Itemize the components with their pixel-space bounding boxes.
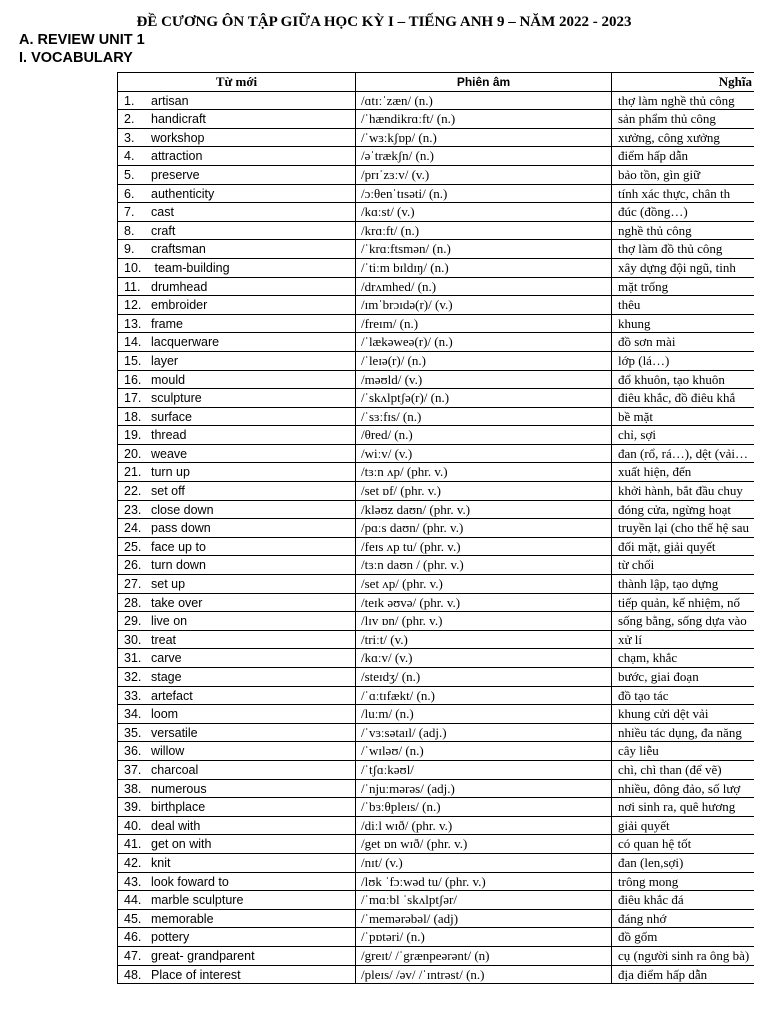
meaning-cell: xuất hiện, đến [612,463,754,482]
table-row [118,538,754,557]
word-cell [118,854,356,873]
pronunciation-cell: /ɔːθenˈtɪsəti/ (n.) [356,185,612,204]
meaning-cell: xây dựng đội ngũ, tinh [612,259,754,278]
word-text: look foward to [151,874,229,889]
word-text: pass down [151,521,211,536]
meaning-cell: nơi sinh ra, quê hương [612,798,754,817]
word-text: live on [151,614,188,629]
meaning-cell: nghề thủ công [612,222,754,241]
word-text: handicraft [151,112,206,127]
row-number: 48. [124,967,142,982]
meaning-cell: trông mong [612,873,754,892]
row-number: 47. [124,948,142,963]
word-cell [118,966,356,985]
row-number: 38. [124,781,142,796]
word-cell [118,408,356,427]
meaning-cell: đồ tạo tác [612,687,754,706]
word-cell [118,780,356,799]
pronunciation-cell: /ˈwɜːkʃɒp/ (n.) [356,129,612,148]
pronunciation-cell: /steɪdʒ/ (n.) [356,668,612,687]
word-text: loom [151,707,179,722]
table-row [118,352,754,371]
word-cell [118,278,356,297]
table-row [118,259,754,278]
table-row [118,296,754,315]
meaning-cell: điêu khắc đá [612,891,754,910]
meaning-cell: địa điểm hấp dẫn [612,966,754,985]
row-number: 5. [124,167,135,182]
row-number: 14. [124,335,142,350]
table-row [118,891,754,910]
table-row [118,129,754,148]
word-text: knit [151,855,171,870]
table-row [118,333,754,352]
table-row [118,798,754,817]
pronunciation-cell: /luːm/ (n.) [356,705,612,724]
word-cell [118,742,356,761]
pronunciation-cell: /ˈpɒtəri/ (n.) [356,928,612,947]
row-number: 40. [124,818,142,833]
table-row [118,947,754,966]
meaning-cell: thành lập, tạo dựng [612,575,754,594]
row-number: 31. [124,651,142,666]
word-cell [118,296,356,315]
word-cell [118,166,356,185]
table-row [118,371,754,390]
row-number: 45. [124,911,142,926]
word-text: versatile [151,725,198,740]
table-row [118,966,754,985]
word-text: deal with [151,818,201,833]
pronunciation-cell: /ˈvɜːsətaɪl/ (adj.) [356,724,612,743]
word-cell [118,631,356,650]
meaning-cell: đối mặt, giải quyết [612,538,754,557]
pronunciation-cell: /ˈskʌlptʃə(r)/ (n.) [356,389,612,408]
meaning-cell: đan (rổ, rá…), dệt (vải… [612,445,754,464]
table-row [118,222,754,241]
table-row [118,315,754,334]
word-cell [118,891,356,910]
word-cell [118,445,356,464]
meaning-cell: đúc (đồng…) [612,203,754,222]
word-cell [118,222,356,241]
pronunciation-cell: /pɑːs daʊn/ (phr. v.) [356,519,612,538]
word-cell [118,371,356,390]
row-number: 23. [124,502,142,517]
row-number: 41. [124,837,142,852]
word-text: craftsman [151,242,206,257]
row-number: 11. [124,279,141,294]
pronunciation-cell: /kləʊz daʊn/ (phr. v.) [356,501,612,520]
table-row [118,612,754,631]
word-cell [118,259,356,278]
row-number: 18. [124,409,142,424]
word-cell [118,519,356,538]
pronunciation-cell: /ˈtʃɑːkəʊl/ [356,761,612,780]
table-row [118,501,754,520]
word-text: pottery [151,930,190,945]
word-text: weave [151,446,188,461]
row-number: 34. [124,707,142,722]
table-row [118,705,754,724]
meaning-cell: truyền lại (cho thế hệ sau [612,519,754,538]
table-row [118,92,754,111]
word-text: preserve [151,167,200,182]
word-text: take over [151,595,203,610]
word-text: stage [151,670,182,684]
vocabulary-table [117,72,754,984]
meaning-cell: có quan hệ tốt [612,835,754,854]
word-cell [118,705,356,724]
word-text: attraction [151,149,203,164]
table-row [118,556,754,575]
pronunciation-cell: /kɑːst/ (v.) [356,203,612,222]
table-row [118,147,754,166]
meaning-cell: thợ làm đồ thủ công [612,240,754,259]
row-number: 44. [124,893,142,908]
word-cell [118,556,356,575]
pronunciation-cell: /tɜːn daʊn / (phr. v.) [356,556,612,575]
word-cell [118,147,356,166]
meaning-cell: bước, giai đoạn [612,668,754,687]
word-text: turn down [151,558,206,573]
table-row [118,519,754,538]
pronunciation-cell: /get ɒn wɪð/ (phr. v.) [356,835,612,854]
pronunciation-cell: /məʊld/ (v.) [356,371,612,390]
word-cell [118,668,356,687]
table-row [118,594,754,613]
meaning-cell: giải quyết [612,817,754,836]
row-number: 33. [124,688,142,703]
word-text: charcoal [151,762,199,777]
row-number: 6. [124,186,135,201]
word-text: marble sculpture [151,893,244,908]
word-text: cast [151,205,174,220]
word-cell [118,352,356,371]
pronunciation-cell: /ˈlækəweə(r)/ (n.) [356,333,612,352]
table-row [118,631,754,650]
row-number: 16. [124,372,142,387]
row-number: 27. [124,577,142,592]
word-cell [118,185,356,204]
table-row [118,780,754,799]
meaning-cell: xử lí [612,631,754,650]
pronunciation-cell: /ˈleɪə(r)/ (n.) [356,352,612,371]
pronunciation-cell: /ɑtɪːˈzæn/ (n.) [356,92,612,111]
word-text: great- grandparent [151,948,255,963]
table-header-row [118,73,754,92]
document-title: ĐỀ CƯƠNG ÔN TẬP GIỮA HỌC KỲ I – TIẾNG ANH 9 – NĂM 2022 - 2023 [136,14,632,30]
pronunciation-cell: /θred/ (n.) [356,426,612,445]
word-cell [118,240,356,259]
meaning-cell: thêu [612,296,754,315]
pronunciation-cell: /krɑːft/ (n.) [356,222,612,241]
pronunciation-cell: /ˈkrɑːftsmən/ (n.) [356,240,612,259]
meaning-cell: bề mặt [612,408,754,427]
word-text: lacquerware [151,335,220,350]
word-text: workshop [151,130,205,145]
word-cell [118,612,356,631]
table-row [118,426,754,445]
pronunciation-cell: /ˈmɑːbl ˈskʌlptʃər/ [356,891,612,910]
word-cell [118,315,356,334]
meaning-cell: nhiều, đông đảo, số lượ [612,780,754,799]
table-row [118,742,754,761]
pronunciation-cell: /set ɒf/ (phr. v.) [356,482,612,501]
table-row [118,928,754,947]
word-cell [118,482,356,501]
word-cell [118,92,356,111]
meaning-cell: xưởng, công xưởng [612,129,754,148]
word-cell [118,835,356,854]
header-meaning: Nghĩa [612,73,754,92]
pronunciation-cell: /prɪˈzɜːv/ (v.) [356,166,612,185]
table-row [118,240,754,259]
pronunciation-cell: /ˈwɪləʊ/ (n.) [356,742,612,761]
meaning-cell: từ chối [612,556,754,575]
row-number: 22. [124,484,142,499]
row-number: 46. [124,930,142,945]
word-text: set off [151,484,185,499]
word-text: authenticity [151,186,215,201]
meaning-cell: tiếp quản, kế nhiệm, nố [612,594,754,613]
header-pronunciation: Phiên âm [356,73,612,92]
row-number: 25. [124,539,142,554]
meaning-cell: thợ làm nghề thủ công [612,92,754,111]
word-cell [118,649,356,668]
word-text: artisan [151,93,189,108]
meaning-cell: chì, chì than (để vẽ) [612,761,754,780]
word-text: Place of interest [151,967,241,982]
row-number: 37. [124,762,142,777]
word-cell [118,575,356,594]
pronunciation-cell: /lɪv ɒn/ (phr. v.) [356,612,612,631]
row-number: 36. [124,744,142,759]
meaning-cell: sản phẩm thủ công [612,110,754,129]
row-number: 43. [124,874,142,889]
word-text: carve [151,651,182,666]
row-number: 35. [124,725,142,740]
word-text: embroider [151,298,208,313]
row-number: 12. [124,298,142,313]
word-text: frame [151,316,183,331]
word-cell [118,203,356,222]
pronunciation-cell: /wiːv/ (v.) [356,445,612,464]
row-number: 15. [124,353,142,368]
row-number: 26. [124,558,142,573]
row-number: 3. [124,130,135,145]
word-cell [118,110,356,129]
word-text: craft [151,223,176,238]
table-row [118,854,754,873]
row-number: 24. [124,521,142,536]
meaning-cell: khởi hành, bắt đầu chuy [612,482,754,501]
table-row [118,185,754,204]
pronunciation-cell: /ˈɑːtɪfækt/ (n.) [356,687,612,706]
table-row [118,575,754,594]
row-number: 4. [124,149,135,164]
word-cell [118,761,356,780]
word-cell [118,538,356,557]
meaning-cell: chạm, khắc [612,649,754,668]
meaning-cell: tính xác thực, chân th [612,185,754,204]
meaning-cell: đồ sơn mài [612,333,754,352]
row-number: 13. [124,316,142,331]
section-heading-review-unit: A. REVIEW UNIT 1 [19,32,145,48]
word-cell [118,928,356,947]
row-number: 8. [124,223,135,238]
word-cell [118,463,356,482]
pronunciation-cell: /ˈnjuːmərəs/ (adj.) [356,780,612,799]
meaning-cell: đóng cửa, ngừng hoạt [612,501,754,520]
table-row [118,482,754,501]
pronunciation-cell: /ˈbɜːθpleɪs/ (n.) [356,798,612,817]
word-cell [118,947,356,966]
row-number: 7. [124,205,135,220]
word-text: sculpture [151,391,202,406]
word-cell [118,594,356,613]
word-text: face up to [151,539,206,554]
meaning-cell: chỉ, sợi [612,426,754,445]
word-cell [118,333,356,352]
pronunciation-cell: /triːt/ (v.) [356,631,612,650]
table-row [118,463,754,482]
table-row [118,668,754,687]
meaning-cell: đồ gốm [612,928,754,947]
row-number: 2. [124,112,135,127]
pronunciation-cell: /ˈtiːm bɪldɪŋ/ (n.) [356,259,612,278]
word-cell [118,817,356,836]
meaning-cell: điểm hấp dẫn [612,147,754,166]
table-row [118,910,754,929]
meaning-cell: mặt trống [612,278,754,297]
word-text: birthplace [151,800,206,815]
row-number: 10. [124,260,142,275]
pronunciation-cell: /ˈsɜːfɪs/ (n.) [356,408,612,427]
table-row [118,761,754,780]
meaning-cell: khung cửi dệt vải [612,705,754,724]
pronunciation-cell: /teɪk əʊvə/ (phr. v.) [356,594,612,613]
pronunciation-cell: /ɪmˈbrɔɪdə(r)/ (v.) [356,296,612,315]
row-number: 1. [124,93,135,108]
word-text: treat [151,632,177,647]
word-text: artefact [151,688,193,703]
pronunciation-cell: /ˈhændikrɑːft/ (n.) [356,110,612,129]
row-number: 9. [124,242,135,257]
table-row [118,278,754,297]
row-number: 19. [124,428,142,443]
pronunciation-cell: /diːl wɪð/ (phr. v.) [356,817,612,836]
row-number: 21. [124,465,142,480]
header-new-word: Từ mới [118,73,356,92]
word-text: team-building [151,260,230,275]
word-cell [118,724,356,743]
word-text: willow [151,744,185,759]
row-number: 20. [124,446,142,461]
word-text: close down [151,502,214,517]
table-row [118,835,754,854]
table-row [118,873,754,892]
word-cell [118,798,356,817]
table-row [118,110,754,129]
row-number: 42. [124,855,142,870]
pronunciation-cell: /pleɪs/ /əv/ /ˈɪntrəst/ (n.) [356,966,612,985]
word-text: surface [151,409,192,424]
table-row [118,203,754,222]
meaning-cell: đổ khuôn, tạo khuôn [612,371,754,390]
meaning-cell: cụ (người sinh ra ông bà) [612,947,754,966]
pronunciation-cell: /kɑːv/ (v.) [356,649,612,668]
meaning-cell: điêu khắc, đồ điêu khắ [612,389,754,408]
meaning-cell: đáng nhớ [612,910,754,929]
word-text: thread [151,428,187,443]
row-number: 29. [124,614,142,629]
meaning-cell: nhiều tác dụng, đa năng [612,724,754,743]
word-text: set up [151,577,186,592]
word-text: mould [151,372,186,387]
word-cell [118,129,356,148]
word-text: numerous [151,781,207,796]
pronunciation-cell: /drʌmhed/ (n.) [356,278,612,297]
word-cell [118,873,356,892]
word-text: get on with [151,837,212,852]
word-cell [118,389,356,408]
meaning-cell: sống bằng, sống dựa vào [612,612,754,631]
table-row [118,649,754,668]
table-row [118,687,754,706]
table-row [118,389,754,408]
meaning-cell: cây liễu [612,742,754,761]
pronunciation-cell: /nɪt/ (v.) [356,854,612,873]
word-cell [118,910,356,929]
pronunciation-cell: /tɜːn ʌp/ (phr. v.) [356,463,612,482]
row-number: 28. [124,595,142,610]
word-text: memorable [151,911,214,926]
meaning-cell: bảo tồn, gìn giữ [612,166,754,185]
pronunciation-cell: /lʊk ˈfɔːwəd tu/ (phr. v.) [356,873,612,892]
word-cell [118,426,356,445]
word-cell [118,687,356,706]
table-row [118,817,754,836]
word-text: layer [151,353,179,368]
word-text: drumhead [151,279,208,294]
row-number: 39. [124,800,142,815]
table-row [118,445,754,464]
pronunciation-cell: /ˈmemərəbəl/ (adj) [356,910,612,929]
word-cell [118,501,356,520]
row-number: 32. [124,670,142,684]
table-row [118,166,754,185]
row-number: 30. [124,632,142,647]
pronunciation-cell: /feɪs ʌp tu/ (phr. v.) [356,538,612,557]
section-heading-vocabulary: I. VOCABULARY [19,50,133,66]
meaning-cell: lớp (lá…) [612,352,754,371]
meaning-cell: đan (len,sợi) [612,854,754,873]
table-row [118,724,754,743]
word-text: turn up [151,465,190,480]
table-row [118,408,754,427]
meaning-cell: khung [612,315,754,334]
pronunciation-cell: /set ʌp/ (phr. v.) [356,575,612,594]
row-number: 17. [124,391,142,406]
pronunciation-cell: /greɪt/ /ˈgrænpeərənt/ (n) [356,947,612,966]
pronunciation-cell: /əˈtrækʃn/ (n.) [356,147,612,166]
pronunciation-cell: /freɪm/ (n.) [356,315,612,334]
